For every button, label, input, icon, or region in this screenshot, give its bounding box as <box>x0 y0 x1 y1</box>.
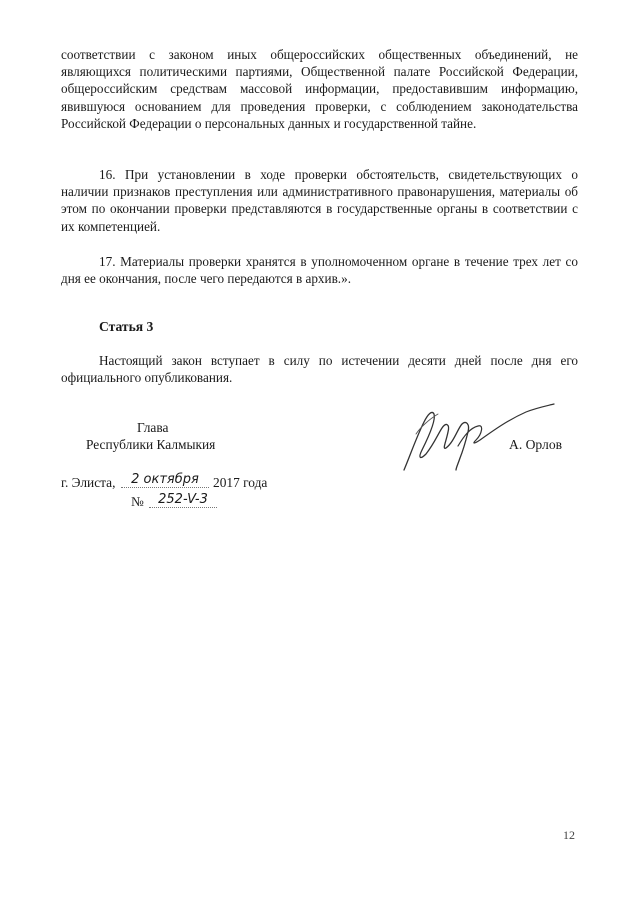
handwritten-date-field <box>121 471 209 488</box>
handwritten-date: 2 октября <box>131 472 199 487</box>
article-3-heading: Статья 3 <box>99 319 154 334</box>
signatory-title-line1: Глава <box>137 420 169 435</box>
signatory-name: А. Орлов <box>509 437 563 452</box>
signatory-title-line2: Республики Калмыкия <box>86 437 216 452</box>
page-number: 12 <box>563 828 575 842</box>
year-label: 2017 года <box>213 475 268 490</box>
number-line <box>131 492 208 510</box>
handwritten-number: 252-V-3 <box>158 492 208 507</box>
date-line <box>61 472 268 491</box>
article-3-text: Настоящий закон вступает в силу по истечении десяти дней после дня его официального опубликования. <box>61 353 578 386</box>
paragraph-item-17: 17. Материалы проверки хранятся в уполномоченном органе в течение трех лет со дня ее окончания, после чего передаются в архив.». <box>61 254 578 287</box>
number-prefix: № <box>131 494 144 509</box>
city-label: г. Элиста, <box>61 475 116 490</box>
paragraph-continuation: соответствии с законом иных общероссийских общественных объединений, не являющихся политическими партиями, Общественной палате Российской Федерации, общероссийским средствам массовой информации, предоставившим информацию, явившуюся основанием для проведения проверки, с соблюдением законодательства Российской Федерации о персональных данных и государственной тайне. <box>61 47 578 131</box>
paragraph-item-16: 16. При установлении в ходе проверки обстоятельств, свидетельствующих о наличии признаков преступления или административного правонарушения, материалы об этом по окончании проверки представляются в государственные органы в соответствии с их компетенцией. <box>61 167 578 234</box>
handwritten-number-field <box>149 491 217 508</box>
